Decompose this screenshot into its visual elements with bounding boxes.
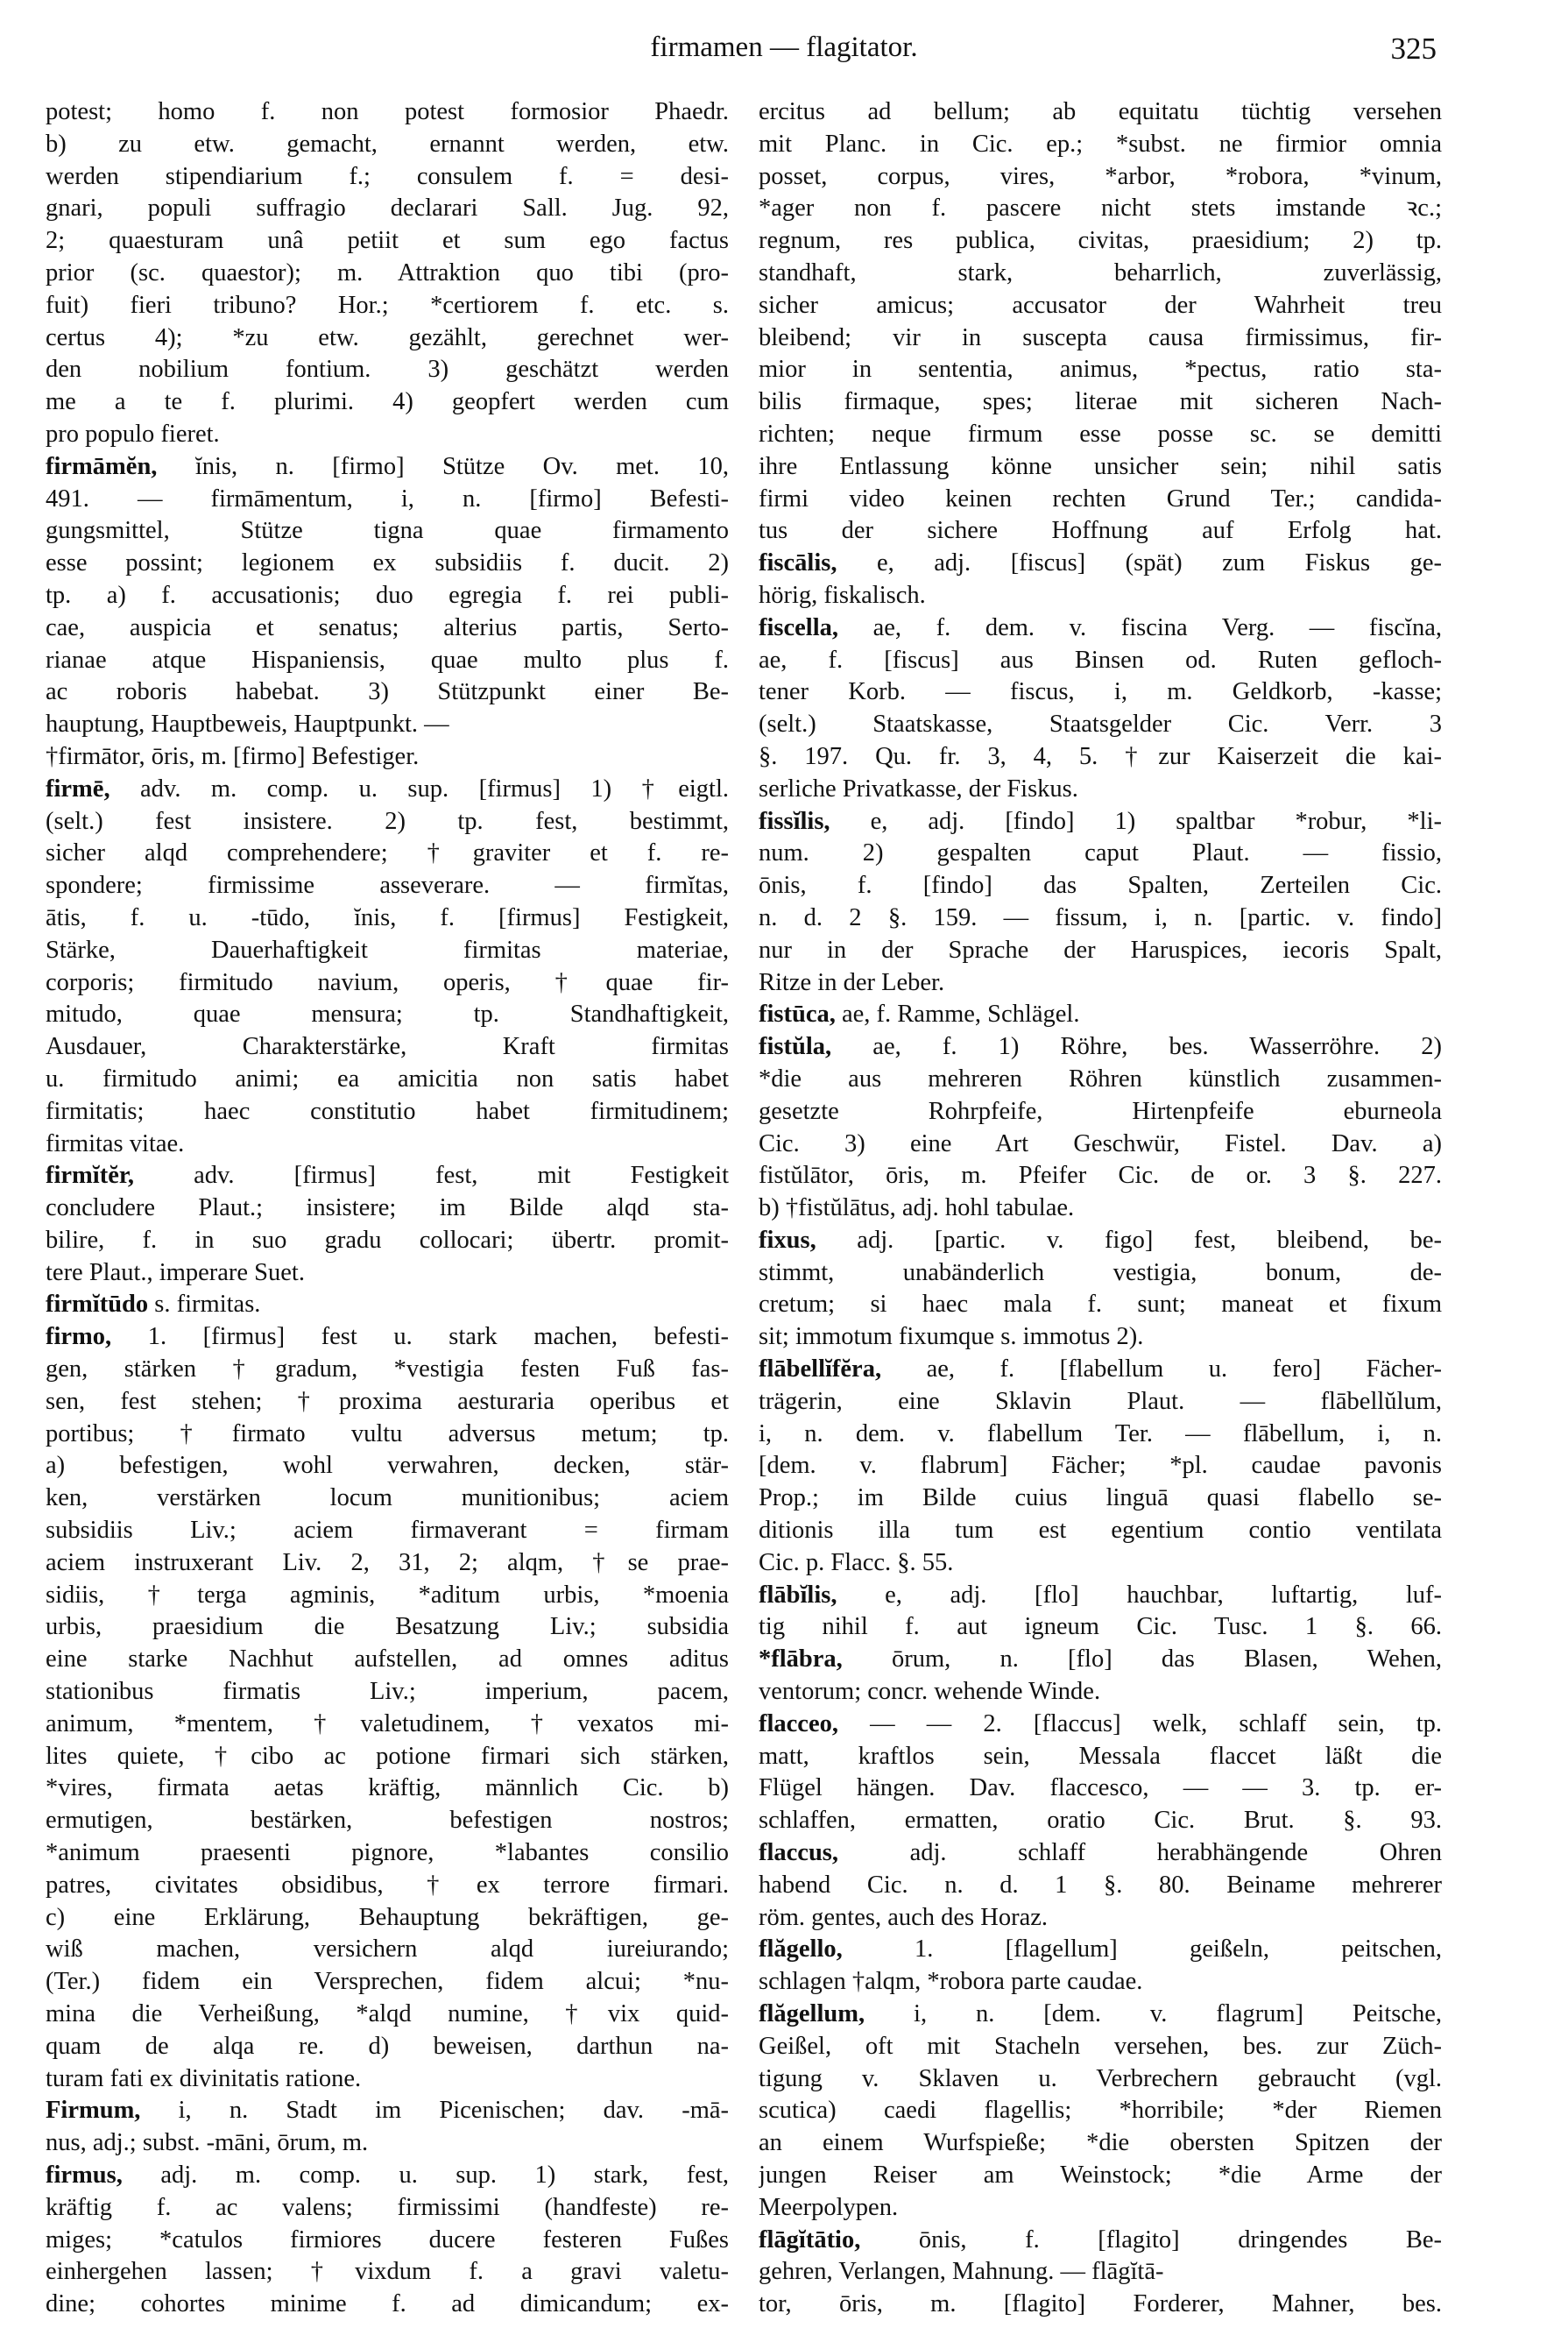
dictionary-line: c) eine Erklärung, Behauptung bekräftigen, ge- [46, 1903, 729, 1931]
dictionary-line: habend Cic. n. d. 1 §. 80. Beiname mehrerer [759, 1871, 1442, 1899]
dictionary-line [759, 1999, 1442, 2031]
dictionary-line: richten; neque firmum esse posse sc. se demitti [759, 420, 1442, 448]
dictionary-line: hörig, fiskalisch. [759, 581, 926, 609]
dictionary-line: ken, verstärken locum munitionibus; aciem [46, 1484, 729, 1512]
dictionary-line: corporis; firmitudo navium, operis, †quae fir- [46, 968, 729, 996]
dictionary-line: cretum; si haec mala f. sunt; maneat et fixum [759, 1291, 1442, 1319]
entry-text: s. firmitas. [148, 1291, 261, 1319]
dictionary-line [46, 774, 729, 806]
headword: fixus, [759, 1226, 816, 1254]
dictionary-line: ventorum; concr. wehende Winde. [759, 1678, 1101, 1706]
entry-text: e, adj. [flo] hauchbar, luftartig, luf- [837, 1581, 1442, 1609]
dictionary-line: §. 197. Qu. fr. 3, 4, 5. †zur Kaiserzeit die kai- [759, 742, 1442, 770]
dictionary-line: a) befestigen, wohl verwahren, decken, stär- [46, 1452, 729, 1480]
dictionary-line [759, 548, 1442, 580]
dictionary-line: nur in der Sprache der Haruspices, iecoris Spalt, [759, 936, 1442, 964]
dictionary-line: tor, ōris, m. [flagito] Forderer, Mahner, bes. [759, 2290, 1442, 2318]
dictionary-line: Cic. 3) eine Art Geschwür, Fistel. Dav. a) [759, 1129, 1442, 1157]
dictionary-line: me a te f. plurimi. 4) geopfert werden cum [46, 388, 729, 416]
dictionary-line: sit; immotum fixumque s. immotus 2). [759, 1323, 1144, 1351]
headword: firmĭtūdo [46, 1291, 149, 1319]
dictionary-line: turam fati ex divinitatis ratione. [46, 2064, 362, 2092]
dictionary-line: den nobilium fontium. 3) geschätzt werden [46, 356, 729, 384]
dictionary-line: animum, *mentem, †valetudinem, †vexatos mi- [46, 1709, 729, 1737]
headword: fiscālis, [759, 549, 837, 577]
headword: fissĭlis, [759, 807, 830, 835]
dictionary-line: sen, fest stehen; †proxima aesturaria operibus et [46, 1387, 729, 1415]
dictionary-line: hauptung, Hauptbeweis, Hauptpunkt. — [46, 711, 449, 739]
dictionary-line: quam de alqa re. d) beweisen, darthun na- [46, 2032, 729, 2060]
dictionary-line: röm. gentes, auch des Horaz. [759, 1903, 1049, 1931]
dictionary-line: trägerin, eine Sklavin Plaut. — flābellŭlum, [759, 1387, 1442, 1415]
dictionary-line: bilis firmaque, spes; literae mit sicheren Nach- [759, 388, 1442, 416]
dictionary-line [46, 2160, 729, 2192]
dictionary-line: sicher alqd comprehendere; †graviter et f. re- [46, 839, 729, 867]
entry-text: e, adj. [findo] 1) spaltbar *robur, *li- [830, 807, 1442, 835]
dictionary-line: cae, auspicia et senatus; alterius partis, Serto- [46, 613, 729, 641]
dictionary-line: [dem. v. flabrum] Fächer; *pl. caudae pavonis [759, 1452, 1442, 1480]
dictionary-line: tig nihil f. aut igneum Cic. Tusc. 1 §. 66. [759, 1613, 1442, 1641]
dictionary-line: rianae atque Hispaniensis, quae multo plus f. [46, 646, 729, 674]
dictionary-line: einhergehen lassen; †vixdum f. a gravi valetu- [46, 2258, 729, 2286]
dictionary-line: fistŭlātor, ōris, m. Pfeifer Cic. de or. 3 §. 227. [759, 1162, 1442, 1190]
entry-text: i, n. [dem. v. flagrum] Peitsche, [865, 2000, 1442, 2028]
entry-text: adj. [partic. v. figo] fest, bleibend, be- [816, 1226, 1442, 1254]
headword: firmo, [46, 1323, 112, 1351]
headword: fistūca, [759, 1001, 836, 1029]
dictionary-line: i, n. dem. v. flabellum Ter. — flābellum, i, n. [759, 1419, 1442, 1447]
dictionary-line [759, 612, 1442, 645]
dictionary-line: werden stipendiarium f.; consulem f. = desi- [46, 162, 729, 190]
entry-text: ĭnis, n. [firmo] Stütze Ov. met. 10, [157, 452, 729, 480]
dictionary-line: *vires, firmata aetas kräftig, männlich Cic. b) [46, 1774, 729, 1802]
dictionary-line: firmitas vitae. [46, 1129, 185, 1157]
dictionary-line: ac roboris habebat. 3) Stützpunkt einer Be- [46, 678, 729, 706]
dictionary-line: serliche Privatkasse, der Fiskus. [759, 775, 1078, 803]
page-number: 325 [1390, 32, 1437, 66]
dictionary-line: tus der sichere Hoffnung auf Erfolg hat. [759, 517, 1442, 545]
dictionary-line: eine starke Nachhut aufstellen, ad omnes aditus [46, 1645, 729, 1673]
dictionary-line: matt, kraftlos sein, Messala flaccet läßt die [759, 1742, 1442, 1770]
dictionary-line: Ausdauer, Charakterstärke, Kraft firmitas [46, 1033, 729, 1061]
dictionary-line: Meerpolypen. [759, 2193, 899, 2221]
entry-text: adv. m. comp. u. sup. [firmus] 1) †eigtl. [109, 775, 729, 803]
dictionary-line: firmitatis; haec constitutio habet firmitudinem; [46, 1097, 729, 1125]
dictionary-line: wiß machen, versichern alqd iureiurando; [46, 1935, 729, 1963]
dictionary-line: gnari, populi suffragio declarari Sall. Jug. 92, [46, 195, 729, 223]
dictionary-line: mina die Verheißung, *alqd numine, †vix quid- [46, 2000, 729, 2028]
dictionary-line: Prop.; im Bilde cuius linguā quasi flabello se- [759, 1484, 1442, 1512]
entry-text: e, adj. [fiscus] (spät) zum Fiskus ge- [837, 549, 1442, 577]
dictionary-line: b) zu etw. gemacht, ernannt werden, etw. [46, 130, 729, 158]
header-title: firmamen — flagitator. [650, 32, 918, 63]
dictionary-line: esse possint; legionem ex subsidiis f. ducit. 2) [46, 549, 729, 577]
dictionary-line: ātis, f. u. -tūdo, ĭnis, f. [firmus] Festigkeit, [46, 903, 729, 931]
dictionary-line: bilire, f. in suo gradu collocari; übertr. promit- [46, 1226, 729, 1254]
headword: firmĭtĕr, [46, 1162, 135, 1190]
headword: flacceo, [759, 1709, 838, 1737]
dictionary-line: Cic. p. Flacc. §. 55. [759, 1548, 954, 1576]
entry-text: adv. [firmus] fest, mit Festigkeit [134, 1162, 729, 1190]
entry-text: — — 2. [flaccus] welk, schlaff sein, tp. [837, 1709, 1442, 1737]
dictionary-line [759, 999, 1442, 1031]
dictionary-line [46, 1321, 729, 1354]
dictionary-line: 491. — firmāmentum, i, n. [firmo] Befesti- [46, 485, 729, 513]
entry-text: ae, f. [flabellum u. fero] Fächer- [881, 1355, 1442, 1383]
entry-text: ōrum, n. [flo] das Blasen, Wehen, [842, 1645, 1442, 1673]
dictionary-line [759, 1934, 1442, 1966]
headword: flābellĭfĕra, [759, 1355, 882, 1383]
entry-text: 1. [flagellum] geißeln, peitschen, [842, 1935, 1442, 1963]
headword: flăgellum, [759, 2000, 865, 2028]
dictionary-line: gen, stärken †gradum, *vestigia festen Fuß fas- [46, 1355, 729, 1383]
headword: flaccus, [759, 1839, 839, 1867]
dictionary-line: sidiis, †terga agminis, *aditum urbis, *moenia [46, 1581, 729, 1609]
dictionary-line: ōnis, f. [findo] das Spalten, Zerteilen Cic. [759, 872, 1442, 900]
dictionary-line [759, 2225, 1442, 2257]
dictionary-line: ermutigen, bestärken, befestigen nostros; [46, 1807, 729, 1835]
dictionary-line: sicher amicus; accusator der Wahrheit treu [759, 291, 1442, 319]
dictionary-line: portibus; †firmato vultu adversus metum; tp. [46, 1419, 729, 1447]
headword: firmē, [46, 775, 110, 803]
dictionary-line: schlagen †alqm, *robora parte caudae. [759, 1968, 1143, 1996]
headword: firmus, [46, 2162, 123, 2189]
dictionary-line: stimmt, unabänderlich vestigia, bonum, de- [759, 1258, 1442, 1286]
dictionary-line: (selt.) Staatskasse, Staatsgelder Cic. Verr. 3 [759, 711, 1442, 739]
dictionary-line: prior (sc. quaestor); m. Attraktion quo tibi (pro- [46, 258, 729, 287]
dictionary-line [759, 1354, 1442, 1386]
entry-text: ae, f. Ramme, Schlägel. [835, 1001, 1080, 1029]
dictionary-line: an einem Wurfspieße; *die obersten Spitzen der [759, 2129, 1442, 2157]
entry-text: adj. m. comp. u. sup. 1) stark, fest, [122, 2162, 729, 2189]
dictionary-line: schlaffen, ermatten, oratio Cic. Brut. §. 93. [759, 1807, 1442, 1835]
dictionary-line: standhaft, stark, beharrlich, zuverlässig, [759, 258, 1442, 287]
dictionary-line: gehren, Verlangen, Mahnung. — flāgĭtā- [759, 2258, 1164, 2286]
entry-text: 1. [firmus] fest u. stark machen, befesti- [111, 1323, 729, 1351]
dictionary-line: concludere Plaut.; insistere; im Bilde alqd sta- [46, 1194, 729, 1222]
dictionary-line: gesetzte Rohrpfeife, Hirtenpfeife eburneola [759, 1097, 1442, 1125]
dictionary-line [759, 1225, 1442, 1257]
dictionary-line: Geißel, oft mit Stacheln versehen, bes. zur Züch- [759, 2032, 1442, 2060]
dictionary-line: *die aus mehreren Röhren künstlich zusammen- [759, 1065, 1442, 1093]
dictionary-line: scutica) caedi flagellis; *horribile; *der Riemen [759, 2097, 1442, 2125]
dictionary-line: potest; homo f. non potest formosior Phaedr. [46, 98, 729, 125]
dictionary-line: jungen Reiser am Weinstock; *die Arme der [759, 2162, 1442, 2189]
dictionary-line: stationibus firmatis Liv.; imperium, pacem, [46, 1678, 729, 1706]
dictionary-line: patres, civitates obsidibus, †ex terrore firmari. [46, 1871, 729, 1899]
dictionary-line: certus 4); *zu etw. gezählt, gerechnet wer- [46, 323, 729, 351]
dictionary-line: tere Plaut., imperare Suet. [46, 1258, 305, 1286]
dictionary-line: n. d. 2 §. 159. — fissum, i, n. [partic. v. findo] [759, 903, 1442, 931]
dictionary-line: bleibend; vir in suscepta causa firmissimus, fir- [759, 323, 1442, 351]
headword: flābĭlis, [759, 1581, 837, 1609]
dictionary-line: regnum, res publica, civitas, praesidium; 2) tp. [759, 227, 1442, 255]
dictionary-line [759, 1580, 1442, 1612]
dictionary-line: lites quiete, †cibo ac potione firmari sich stärken, [46, 1742, 729, 1770]
dictionary-line: ihre Entlassung könne unsicher sein; nihil satis [759, 452, 1442, 480]
dictionary-line [46, 2095, 729, 2127]
dictionary-line: nus, adj.; subst. -māni, ōrum, m. [46, 2129, 369, 2157]
dictionary-line [46, 1289, 729, 1321]
dictionary-line: ae, f. [fiscus] aus Binsen od. Ruten gefloch- [759, 646, 1442, 674]
dictionary-line: miges; *catulos firmiores ducere festeren Fußes [46, 2225, 729, 2254]
dictionary-line: u. firmitudo animi; ea amicitia non satis habet [46, 1065, 729, 1093]
dictionary-line: *ager non f. pascere nicht stets imstande ꝛc.; [759, 195, 1442, 223]
headword: firmāmĕn, [46, 452, 158, 480]
dictionary-line: firmi video keinen rechten Grund Ter.; candida- [759, 485, 1442, 513]
dictionary-line: tp. a) f. accusationis; duo egregia f. rei publi- [46, 581, 729, 609]
dictionary-line: spondere; firmissime asseverare. — firmĭtas, [46, 872, 729, 900]
dictionary-line: mitudo, quae mensura; tp. Standhaftigkeit, [46, 1001, 729, 1029]
dictionary-line: b) †fistŭlātus, adj. hohl tabulae. [759, 1194, 1075, 1222]
dictionary-line: †firmātor, ōris, m. [firmo] Befestiger. [46, 742, 420, 770]
dictionary-line: (selt.) fest insistere. 2) tp. fest, bestimmt, [46, 807, 729, 835]
headword: flāgĭtātio, [759, 2225, 861, 2254]
entry-text: ae, f. dem. v. fiscina Verg. — fiscĭna, [838, 613, 1442, 641]
dictionary-line [759, 1837, 1442, 1870]
dictionary-line: subsidiis Liv.; aciem firmaverant = firmam [46, 1517, 729, 1545]
dictionary-line: (Ter.) fidem ein Versprechen, fidem alcui; *nu- [46, 1968, 729, 1996]
entry-text: adj. schlaff herabhängende Ohren [838, 1839, 1442, 1867]
left-column [46, 96, 729, 2321]
headword: fistŭla, [759, 1033, 832, 1061]
running-header [0, 26, 1568, 70]
dictionary-line: Flügel hängen. Dav. flaccesco, — — 3. tp. er- [759, 1774, 1442, 1802]
dictionary-line [759, 806, 1442, 838]
dictionary-line: Stärke, Dauerhaftigkeit firmitas materiae, [46, 936, 729, 964]
dictionary-line: fuit) fieri tribuno? Hor.; *certiorem f. etc. s. [46, 291, 729, 319]
dictionary-line: pro populo fieret. [46, 420, 220, 448]
dictionary-line: ditionis illa tum est egentium contio ventilata [759, 1517, 1442, 1545]
dictionary-line: tigung v. Sklaven u. Verbrechern gebraucht (vgl. [759, 2064, 1442, 2092]
dictionary-line [46, 451, 729, 484]
dictionary-line: *animum praesenti pignore, *labantes consilio [46, 1839, 729, 1867]
entry-text: i, n. Stadt im Picenischen; dav. -mā- [140, 2097, 729, 2125]
dictionary-line: Ritze in der Leber. [759, 968, 945, 996]
dictionary-line: urbis, praesidium die Besatzung Liv.; subsidia [46, 1613, 729, 1641]
headword: fiscella, [759, 613, 839, 641]
entry-text: ōnis, f. [flagito] dringendes Be- [860, 2225, 1442, 2254]
dictionary-line: tener Korb. — fiscus, i, m. Geldkorb, -kasse; [759, 678, 1442, 706]
dictionary-line: 2; quaesturam unâ petiit et sum ego factus [46, 227, 729, 255]
dictionary-line: posset, corpus, vires, *arbor, *robora, *vinum, [759, 162, 1442, 190]
headword: *flābra, [759, 1645, 843, 1673]
dictionary-line: num. 2) gespalten caput Plaut. — fissio, [759, 839, 1442, 867]
dictionary-line: kräftig f. ac valens; firmissimi (handfeste) re- [46, 2193, 729, 2221]
dictionary-line: ercitus ad bellum; ab equitatu tüchtig versehen [759, 98, 1442, 125]
headword: Firmum, [46, 2097, 141, 2125]
entry-text: ae, f. 1) Röhre, bes. Wasserröhre. 2) [831, 1033, 1442, 1061]
dictionary-line [759, 1031, 1442, 1064]
dictionary-line: dine; cohortes minime f. ad dimicandum; ex- [46, 2290, 729, 2318]
dictionary-line [46, 1160, 729, 1192]
dictionary-line: mit Planc. in Cic. ep.; *subst. ne firmior omnia [759, 130, 1442, 158]
dictionary-line [759, 1709, 1442, 1741]
dictionary-line: mior in sententia, animus, *pectus, ratio sta- [759, 356, 1442, 384]
dictionary-line [759, 1644, 1442, 1676]
right-column [759, 96, 1442, 2321]
dictionary-line: aciem instruxerant Liv. 2, 31, 2; alqm, †se prae- [46, 1548, 729, 1576]
headword: flăgello, [759, 1935, 843, 1963]
dictionary-line: gungsmittel, Stütze tigna quae firmamento [46, 517, 729, 545]
